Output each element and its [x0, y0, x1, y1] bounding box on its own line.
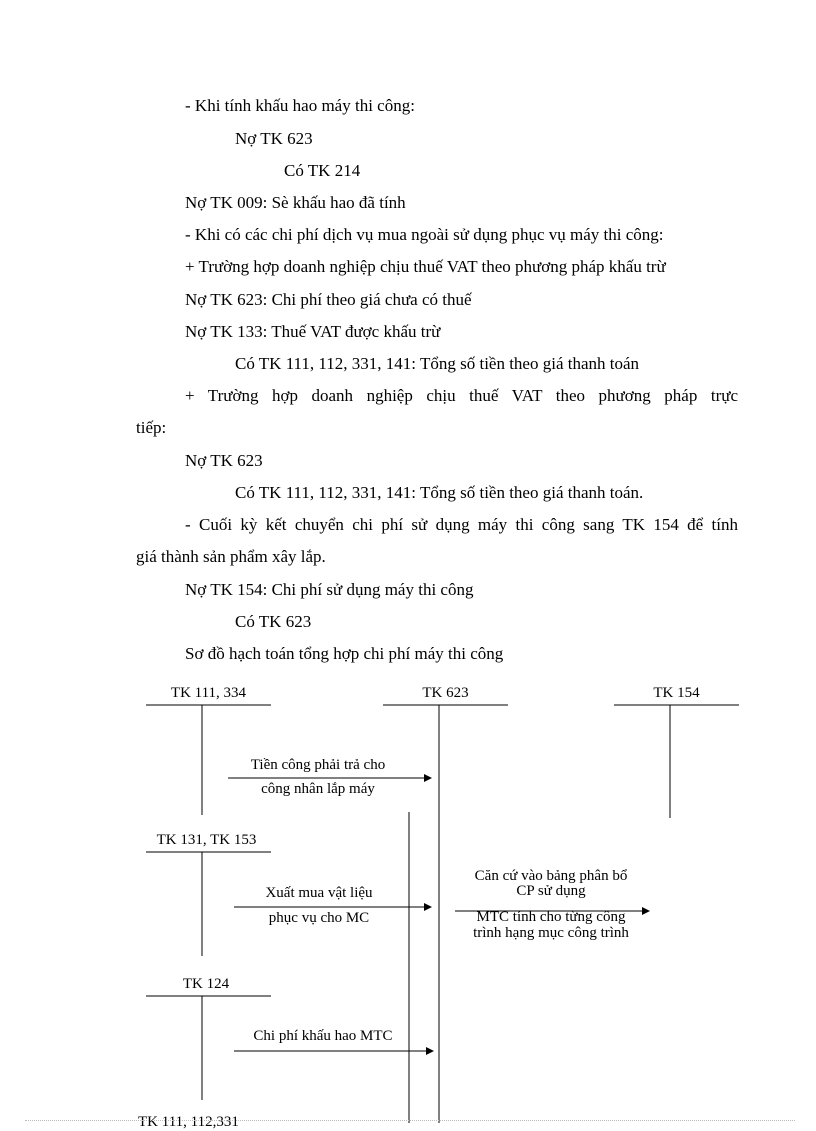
text-line-3: Có TK 214 [284, 161, 361, 180]
text-line-9: Có TK 111, 112, 331, 141: Tổng số tiền theo giá thanh toán [235, 354, 640, 373]
account-label-tk124: TK 124 [182, 976, 230, 992]
account-label-tk623: TK 623 [422, 685, 469, 701]
arrow-1-label-line1: Tiền công phải trả cho [250, 757, 386, 773]
arrow-4-label: Chi phí khấu hao MTC [253, 1028, 393, 1044]
diagram-title: Sơ đồ hạch toán tổng hợp chi phí máy thi công [185, 644, 504, 663]
account-label-tk131-153: TK 131, TK 153 [156, 832, 257, 848]
arrow-3-label-line4: trình hạng mục công trình [473, 925, 629, 941]
account-label-tk111-334: TK 111, 334 [170, 685, 247, 701]
arrow-3-label-line1: Căn cứ vào bảng phân bổ [474, 868, 628, 884]
arrow-3-label-line3: MTC tính cho từng công [476, 909, 626, 925]
text-line-13a: - Cuối kỳ kết chuyển chi phí sử dụng máy thi công sang TK 154 để tính [185, 515, 738, 534]
text-line-8: Nợ TK 133: Thuế VAT được khấu trừ [185, 322, 441, 341]
arrow-3-label-line2: CP sử dụng [516, 883, 586, 899]
text-line-1: - Khi tính khấu hao máy thi công: [185, 96, 415, 115]
text-line-11: Nợ TK 623 [185, 451, 263, 470]
text-line-7: Nợ TK 623: Chi phí theo giá chưa có thuế [185, 290, 472, 309]
account-label-tk111-112-331: TK 111, 112,331 [138, 1114, 239, 1130]
text-line-15: Có TK 623 [235, 612, 312, 631]
page-bottom-dotted-line [25, 1120, 795, 1121]
text-line-4: Nợ TK 009: Sè khấu hao đã tính [185, 193, 406, 212]
text-line-2: Nợ TK 623 [235, 129, 313, 148]
arrow-2-label-line2: phục vụ cho MC [268, 910, 370, 926]
text-line-5: - Khi có các chi phí dịch vụ mua ngoài sử dụng phục vụ máy thi công: [185, 225, 664, 244]
text-line-14: Nợ TK 154: Chi phí sử dụng máy thi công [185, 580, 474, 599]
text-line-6: + Trường hợp doanh nghiệp chịu thuế VAT theo phương pháp khấu trừ [185, 257, 666, 276]
text-line-12: Có TK 111, 112, 331, 141: Tổng số tiền theo giá thanh toán. [235, 483, 644, 502]
arrow-2-label-line1: Xuất mua vật liệu [265, 885, 373, 901]
account-label-tk154: TK 154 [653, 685, 700, 701]
arrow-1-label-line2: công nhân lắp máy [261, 781, 375, 797]
text-line-10a: + Trường hợp doanh nghiệp chịu thuế VAT theo phương pháp trực [185, 386, 738, 405]
text-line-13b: giá thành sản phẩm xây lắp. [136, 547, 326, 566]
text-line-10b: tiếp: [136, 418, 167, 437]
